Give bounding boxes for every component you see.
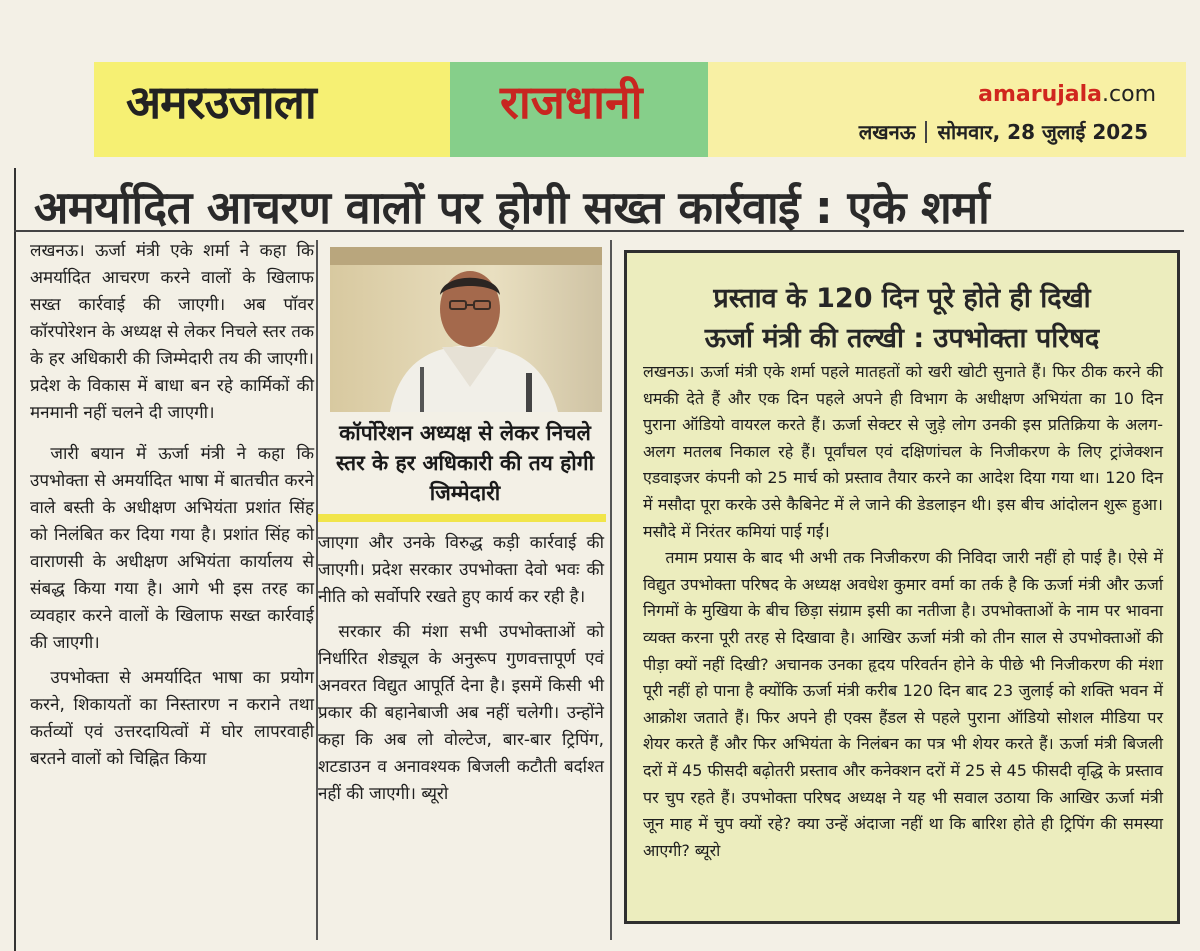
minister-photo xyxy=(330,247,602,412)
boxed-story-headline xyxy=(627,279,1177,359)
newspaper-logo: अमरउजाला xyxy=(126,75,316,129)
story-column-1 xyxy=(30,238,314,773)
masthead-info-panel xyxy=(708,62,1186,157)
story-paragraph: जारी बयान में ऊर्जा मंत्री ने कहा कि उपभोक्ता से अमर्यादित भाषा में बातचीत करने वाले बस्ती के अधीक्षण अभियंता प्रशांत सिंह को निलंबित कर दिया गया है। प्रशांत सिंह को वाराणसी के अधीक्षण अभियंता कार्यालय से संबद्ध किया गया है। आगे भी इस तरह का व्यवहार करने वालों के खिलाफ सख्त कार्रवाई की जाएगी। xyxy=(30,444,314,653)
story-paragraph: उपभोक्ता से अमर्यादित भाषा का प्रयोग करने, शिकायतों का निस्तारण न कराने तथा कर्तव्यों एवं उत्तरदायित्वों में घोर लापरवाही बरतने वालों को चिह्नित किया xyxy=(30,668,314,769)
masthead-logo-panel xyxy=(94,62,450,157)
website-label xyxy=(978,82,1156,107)
story-column-2 xyxy=(318,530,604,808)
story-paragraph: लखनऊ। ऊर्जा मंत्री एके शर्मा ने कहा कि अमर्यादित आचरण करने वालों के खिलाफ सख्त कार्रवाई की जाएगी। अब पॉवर कॉरपोरेशन के अध्यक्ष से लेकर निचले स्तर तक के हर अधिकारी की जिम्मेदारी तय की जाएगी। प्रदेश के विकास में बाधा बन रहे कार्मिकों की मनमानी नहीं चलने दी जाएगी। xyxy=(30,241,314,423)
dateline xyxy=(859,118,1148,145)
story-paragraph: सरकार की मंशा सभी उपभोक्ताओं को निर्धारित शेड्यूल के अनुरूप गुणवत्तापूर्ण एवं अनवरत विद्युत आपूर्ति देना है। इसमें किसी भी प्रकार की बहानेबाजी अब नहीं चलेगी। उन्होंने कहा कि अब लो वोल्टेज, बार-बार ट्रिपिंग, शटडाउन व अनावश्यक बिजली कटौती बर्दाश्त नहीं की जाएगी। ब्यूरो xyxy=(318,622,604,804)
headline: अमर्यादित आचरण वालों पर होगी सख्त कार्रवाई : एके शर्मा xyxy=(34,181,990,234)
boxed-story xyxy=(624,250,1180,924)
boxed-story-paragraph: लखनऊ। ऊर्जा मंत्री एके शर्मा पहले मातहतों को खरी खोटी सुनाते हैं। फिर ठीक करने की धमकी देते हैं और एक दिन पहले अपने ही विभाग के अधीक्षण अभियंता का 10 दिन पुराना ऑडियो वायरल करते हैं। ऊर्जा सेक्टर से जुड़े लोग उनकी इस प्रतिक्रिया के अलग-अलग मतलब निकाल रहे हैं। पूर्वांचल एवं दक्षिणांचल के निजीकरण के लिए ट्रांजेक्शन एडवाइजर कंपनी को 25 मार्च को प्रस्ताव तैयार करने का आदेश दिया गया था। 120 दिन में मसौदा पूरा करके उसे कैबिनेट में ले जाने की डेडलाइन थी। इस बीच आंदोलन शुरू हुआ। मसौदे में निरंतर कमियां पाई गईं। xyxy=(643,362,1163,541)
column-rule-2 xyxy=(610,240,612,940)
boxed-story-paragraph: तमाम प्रयास के बाद भी अभी तक निजीकरण की निविदा जारी नहीं हो पाई है। ऐसे में विद्युत उपभोक्ता परिषद के अध्यक्ष अवधेश कुमार वर्मा का तर्क है कि ऊर्जा मंत्री और ऊर्जा निगमों के मुखिया के बीच छिड़ा संग्राम इसी का नतीजा है। उपभोक्ताओं के नाम पर भावना व्यक्त करना पूरी तरह से दिखावा है। आखिर ऊर्जा मंत्री को तीन साल से उपभोक्ताओं की पीड़ा क्यों नहीं दिखी? अचानक उनका हृदय परिवर्तन होने के पीछे भी निजीकरण की मंशा पूरी नहीं हो पाना है क्योंकि ऊर्जा मंत्री करीब 120 दिन बाद 23 जुलाई को शक्ति भवन में आक्रोश जताते हैं। फिर अपने ही एक्स हैंडल से पहले पुराना ऑडियो सोशल मीडिया पर शेयर करते हैं और फिर अभियंता के निलंबन का पत्र भी शेयर करते हैं। ऊर्जा मंत्री बिजली दरों में 45 फीसदी बढ़ोतरी प्रस्ताव और कनेक्शन दरों में 25 से 45 फीसदी वृद्धि के प्रस्ताव पर चुप रहते हैं। उपभोक्ता परिषद अध्यक्ष ने यह भी सवाल उठाया कि आखिर ऊर्जा मंत्री जून माह में चुप क्यों रहे? क्या उन्हें अंदाजा नहीं था कि बारिश होते ही ट्रिपिंग की समस्या आएगी? ब्यूरो xyxy=(643,548,1163,860)
boxed-story-body xyxy=(643,359,1163,864)
left-frame-line xyxy=(14,168,16,951)
website-suffix: .com xyxy=(1102,82,1156,107)
caption-underline-bar xyxy=(318,514,606,522)
section-name: राजधानी xyxy=(500,75,643,129)
boxed-headline-line-1: प्रस्ताव के 120 दिन पूरे होते ही दिखी xyxy=(713,283,1091,314)
dateline-separator xyxy=(925,121,927,143)
photo-caption: कॉर्पोरेशन अध्यक्ष से लेकर निचले स्तर के हर अधिकारी की तय होगी जिम्मेदारी xyxy=(335,421,595,505)
masthead-section-panel xyxy=(450,62,708,157)
boxed-headline-line-2: ऊर्जा मंत्री की तल्खी : उपभोक्ता परिषद xyxy=(704,323,1100,354)
dateline-date: सोमवार, 28 जुलाई 2025 xyxy=(937,120,1148,144)
story-paragraph: जाएगा और उनके विरुद्ध कड़ी कार्रवाई की जाएगी। प्रदेश सरकार उपभोक्ता देवो भवः की नीति को सर्वोपरि रखते हुए कार्य कर रही है। xyxy=(318,533,604,607)
website-name: amarujala xyxy=(978,82,1103,107)
masthead xyxy=(94,62,1186,157)
minister-photo-image xyxy=(330,247,602,412)
dateline-city: लखनऊ xyxy=(858,120,916,144)
